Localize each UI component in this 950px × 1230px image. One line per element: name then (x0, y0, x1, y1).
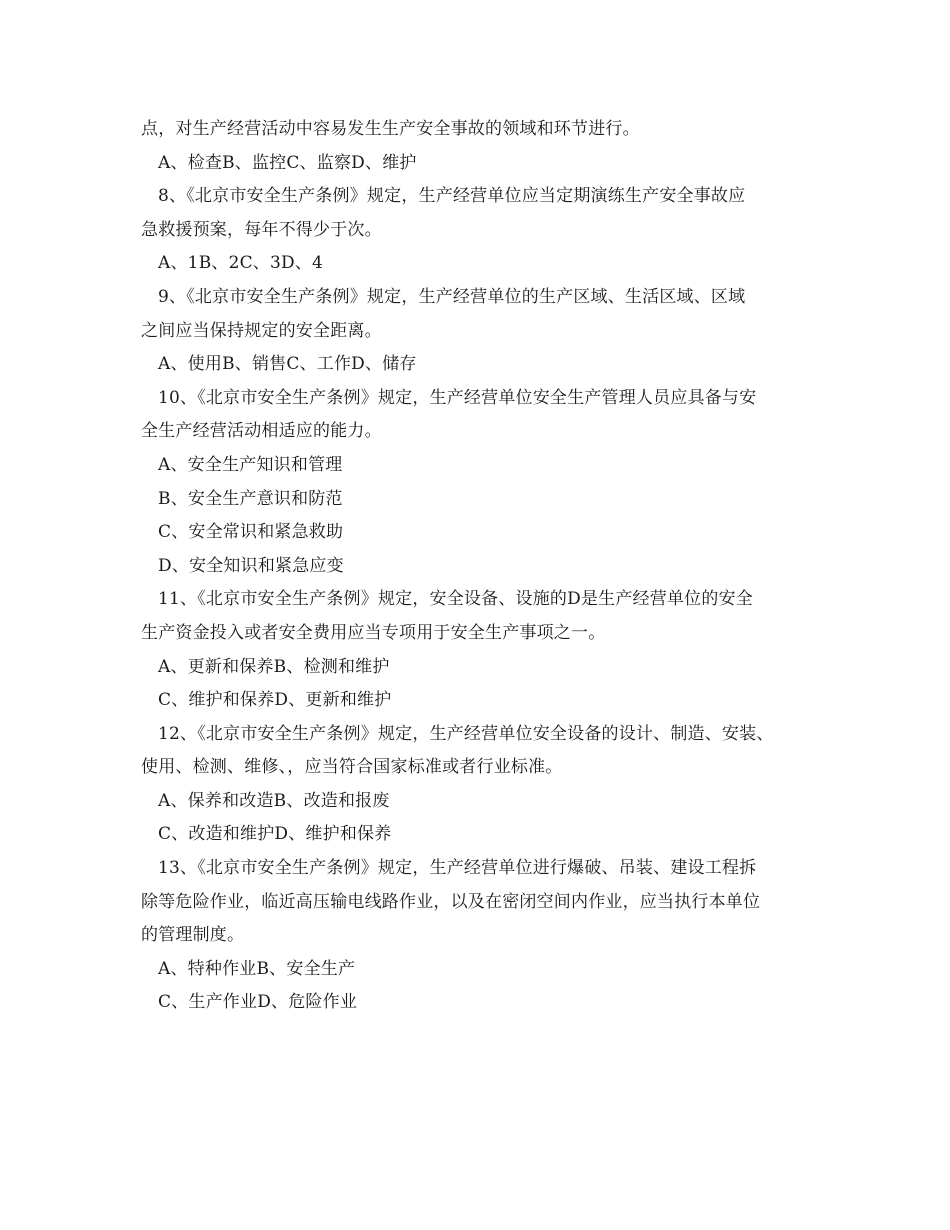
question-13-line-1: 13、《北京市安全生产条例》规定，生产经营单位进行爆破、吊装、建设工程拆 (158, 858, 757, 879)
question-12-line-1: 12、《北京市安全生产条例》规定，生产经营单位安全设备的设计、制造、安装、 (158, 723, 774, 744)
question-9-line-2: 之间应当保持规定的安全距离。 (141, 320, 382, 341)
answer-options-q12-ab: A、保养和改造B、改造和报废 (158, 790, 390, 811)
question-11-line-2: 生产资金投入或者安全费用应当专项用于安全生产事项之一。 (141, 622, 606, 643)
question-13-line-2: 除等危险作业，临近高压输电线路作业，以及在密闭空间内作业，应当执行本单位 (141, 891, 761, 912)
question-9-line-1: 9、《北京市安全生产条例》规定，生产经营单位的生产区域、生活区域、区域 (158, 286, 746, 307)
answer-option-q10-b: B、安全生产意识和防范 (158, 488, 343, 509)
question-12-line-2: 使用、检测、维修、，应当符合国家标准或者行业标准。 (141, 757, 563, 778)
answer-option-q10-d: D、安全知识和紧急应变 (158, 555, 344, 576)
question-10-line-2: 全生产经营活动相适应的能力。 (141, 421, 382, 442)
answer-options-q11-ab: A、更新和保养B、检测和维护 (158, 656, 390, 677)
answer-options-q11-cd: C、维护和保养D、更新和维护 (158, 690, 392, 711)
question-11-line-1: 11、《北京市安全生产条例》规定，安全设备、设施的D是生产经营单位的安全 (158, 589, 753, 610)
answer-options-q9: A、使用B、销售C、工作D、储存 (158, 354, 417, 375)
answer-options-q8: A、1B、2C、3D、4 (158, 253, 324, 274)
answer-options-q7: A、检查B、监控C、监察D、维护 (158, 152, 417, 173)
answer-options-q13-cd: C、生产作业D、危险作业 (158, 992, 358, 1013)
answer-options-q13-ab: A、特种作业B、安全生产 (158, 958, 356, 979)
answer-option-q10-a: A、安全生产知识和管理 (158, 454, 343, 475)
document-body (141, 113, 821, 1020)
question-10-line-1: 10、《北京市安全生产条例》规定，生产经营单位安全生产管理人员应具备与安 (158, 387, 757, 408)
question-8-line-1: 8、《北京市安全生产条例》规定，生产经营单位应当定期演练生产安全事故应 (158, 186, 746, 207)
text-line: 点，对生产经营活动中容易发生生产安全事故的领域和环节进行。 (141, 119, 640, 139)
answer-options-q12-cd: C、改造和维护D、维护和保养 (158, 824, 392, 845)
question-13-line-3: 的管理制度。 (141, 925, 245, 946)
question-8-line-2: 急救援预案，每年不得少于次。 (141, 219, 382, 240)
answer-option-q10-c: C、安全常识和紧急救助 (158, 522, 344, 543)
